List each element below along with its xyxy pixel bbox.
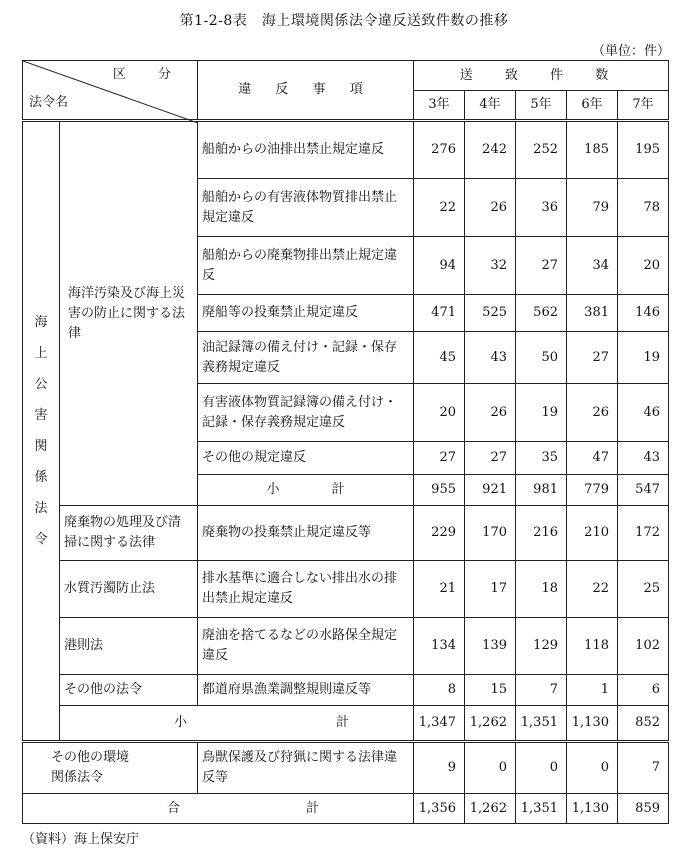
value-cell: 22 xyxy=(414,179,465,237)
value-cell: 22 xyxy=(567,561,618,618)
header-year: 7年 xyxy=(618,91,669,121)
total-value: 1,356 xyxy=(414,794,465,824)
subtotal-value: 1,130 xyxy=(567,706,618,742)
violation-item: 油記録簿の備え付け・記録・保存義務規定違反 xyxy=(198,332,414,384)
source-note: （資料）海上保安庁 xyxy=(22,832,140,847)
subtotal-value: 955 xyxy=(414,475,465,506)
value-cell: 172 xyxy=(618,506,669,561)
value-cell: 43 xyxy=(465,332,516,384)
value-cell: 20 xyxy=(414,384,465,442)
value-cell: 9 xyxy=(414,742,465,794)
unit-label: （単位：件） xyxy=(591,44,670,59)
value-cell: 276 xyxy=(414,121,465,179)
value-cell: 381 xyxy=(567,295,618,332)
value-cell: 35 xyxy=(516,442,567,475)
value-cell: 129 xyxy=(516,618,567,675)
value-cell: 0 xyxy=(567,742,618,794)
value-cell: 43 xyxy=(618,442,669,475)
violation-item: 鳥獣保護及び狩猟に関する法律違反等 xyxy=(198,742,414,794)
value-cell: 6 xyxy=(618,675,669,706)
violation-item: 排水基準に適合しない排出水の排出禁止規定違反 xyxy=(198,561,414,618)
value-cell: 46 xyxy=(618,384,669,442)
value-cell: 242 xyxy=(465,121,516,179)
total-label-left: 合 xyxy=(167,800,181,816)
value-cell: 19 xyxy=(516,384,567,442)
header-year: 3年 xyxy=(414,91,465,121)
violation-item: 船舶からの廃棄物排出禁止規定違反 xyxy=(198,237,414,295)
subtotal-value: 547 xyxy=(618,475,669,506)
total-value: 859 xyxy=(618,794,669,824)
header-soshi: 送 致 件 数 xyxy=(414,61,669,91)
value-cell: 102 xyxy=(618,618,669,675)
header-corner xyxy=(23,61,198,121)
violation-item: 有害液体物質記録簿の備え付け・記録・保存義務規定違反 xyxy=(198,384,414,442)
subtotal-label-right: 計 xyxy=(335,715,349,730)
value-cell: 20 xyxy=(618,237,669,295)
total-row-label xyxy=(23,794,414,824)
value-cell: 25 xyxy=(618,561,669,618)
value-cell: 7 xyxy=(618,742,669,794)
law-name-kaiyo: 海洋汚染及び海上災害の防止に関する法律 xyxy=(60,121,198,506)
value-cell: 26 xyxy=(465,384,516,442)
value-cell: 27 xyxy=(516,237,567,295)
value-cell: 170 xyxy=(465,506,516,561)
violation-item: 船舶からの油排出禁止規定違反 xyxy=(198,121,414,179)
value-cell: 252 xyxy=(516,121,567,179)
value-cell: 19 xyxy=(618,332,669,384)
value-cell: 78 xyxy=(618,179,669,237)
subtotal-value: 852 xyxy=(618,706,669,742)
value-cell: 47 xyxy=(567,442,618,475)
value-cell: 27 xyxy=(465,442,516,475)
subtotal-kaijo xyxy=(60,706,414,742)
violation-table xyxy=(22,60,669,824)
value-cell: 471 xyxy=(414,295,465,332)
header-horeimei: 法令名 xyxy=(29,95,69,110)
header-kubun: 区 分 xyxy=(112,67,185,82)
value-cell: 185 xyxy=(567,121,618,179)
subtotal-value: 981 xyxy=(516,475,567,506)
subtotal-label: 小 計 xyxy=(198,475,414,506)
value-cell: 229 xyxy=(414,506,465,561)
value-cell: 0 xyxy=(516,742,567,794)
value-cell: 27 xyxy=(414,442,465,475)
value-cell: 45 xyxy=(414,332,465,384)
total-label-right: 計 xyxy=(305,800,319,816)
value-cell: 146 xyxy=(618,295,669,332)
law-name: 水質汚濁防止法 xyxy=(60,561,198,618)
value-cell: 32 xyxy=(465,237,516,295)
subtotal-value: 921 xyxy=(465,475,516,506)
value-cell: 195 xyxy=(618,121,669,179)
value-cell: 216 xyxy=(516,506,567,561)
violation-item: 都道府県漁業調整規則違反等 xyxy=(198,675,414,706)
value-cell: 17 xyxy=(465,561,516,618)
value-cell: 36 xyxy=(516,179,567,237)
table-title: 第1-2-8表 海上環境関係法令違反送致件数の推移 xyxy=(179,13,509,29)
total-value: 1,262 xyxy=(465,794,516,824)
violation-item: 廃油を捨てるなどの水路保全規定違反 xyxy=(198,618,414,675)
value-cell: 79 xyxy=(567,179,618,237)
subtotal-value: 1,351 xyxy=(516,706,567,742)
value-cell: 1 xyxy=(567,675,618,706)
value-cell: 50 xyxy=(516,332,567,384)
subtotal-value: 1,262 xyxy=(465,706,516,742)
violation-item: 船舶からの有害液体物質排出禁止規定違反 xyxy=(198,179,414,237)
value-cell: 21 xyxy=(414,561,465,618)
value-cell: 34 xyxy=(567,237,618,295)
value-cell: 8 xyxy=(414,675,465,706)
value-cell: 26 xyxy=(567,384,618,442)
total-value: 1,351 xyxy=(516,794,567,824)
law-name: 廃棄物の処理及び清掃に関する法律 xyxy=(60,506,198,561)
value-cell: 18 xyxy=(516,561,567,618)
group-label-kaijo-kogai: 海 上 公 害 関 係 法 令 xyxy=(23,121,60,742)
header-year: 4年 xyxy=(465,91,516,121)
subtotal-value: 1,347 xyxy=(414,706,465,742)
violation-item: 廃棄物の投棄禁止規定違反等 xyxy=(198,506,414,561)
value-cell: 210 xyxy=(567,506,618,561)
value-cell: 26 xyxy=(465,179,516,237)
violation-item: その他の規定違反 xyxy=(198,442,414,475)
law-name: 港則法 xyxy=(60,618,198,675)
value-cell: 94 xyxy=(414,237,465,295)
law-name-env-other: その他の環境関係法令 xyxy=(23,742,198,794)
subtotal-value: 779 xyxy=(567,475,618,506)
value-cell: 562 xyxy=(516,295,567,332)
header-year: 6年 xyxy=(567,91,618,121)
value-cell: 0 xyxy=(465,742,516,794)
value-cell: 15 xyxy=(465,675,516,706)
total-value: 1,130 xyxy=(567,794,618,824)
header-year: 5年 xyxy=(516,91,567,121)
value-cell: 7 xyxy=(516,675,567,706)
violation-item: 廃船等の投棄禁止規定違反 xyxy=(198,295,414,332)
value-cell: 27 xyxy=(567,332,618,384)
value-cell: 525 xyxy=(465,295,516,332)
subtotal-label-left: 小 xyxy=(174,715,188,730)
header-ihan-jiko: 違 反 事 項 xyxy=(198,61,414,121)
value-cell: 134 xyxy=(414,618,465,675)
law-name: その他の法令 xyxy=(60,675,198,706)
value-cell: 118 xyxy=(567,618,618,675)
value-cell: 139 xyxy=(465,618,516,675)
